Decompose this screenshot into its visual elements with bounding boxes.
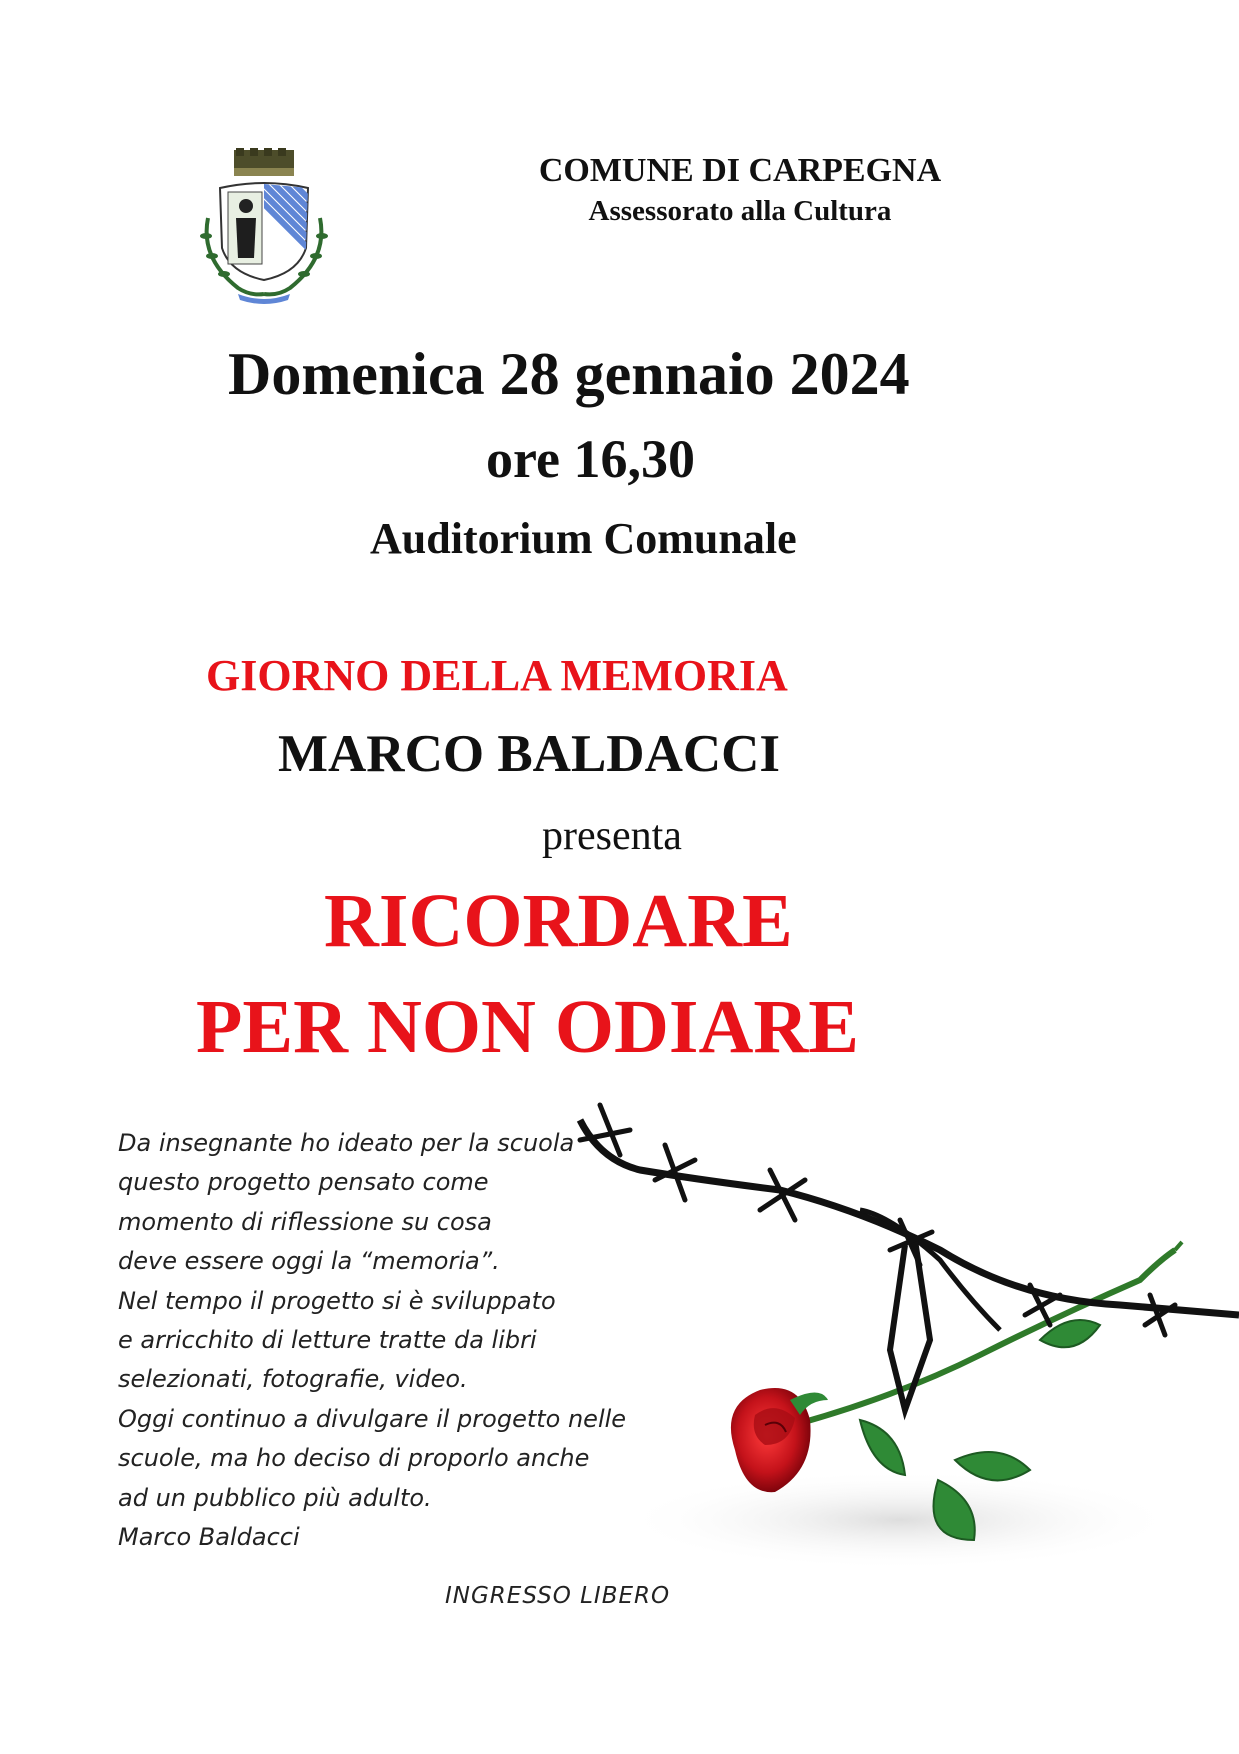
- barbed-wire-rose-icon: [560, 1100, 1239, 1580]
- description-line: momento di riflessione su cosa: [118, 1207, 492, 1236]
- description-line: Da insegnante ho ideato per la scuola: [118, 1129, 575, 1157]
- presenter-name: MARCO BALDACCI: [278, 725, 781, 783]
- presents-label: presenta: [542, 813, 682, 859]
- description-signature: Marco Baldacci: [118, 1523, 300, 1552]
- occasion-title: GIORNO DELLA MEMORIA: [206, 651, 788, 700]
- description-line: selezionati, fotografie, video.: [118, 1365, 468, 1394]
- description-line: Nel tempo il progetto si è sviluppato: [118, 1286, 556, 1315]
- description-line: Oggi continuo a divulgare il progetto nelle: [118, 1404, 627, 1433]
- description-line: questo progetto pensato come: [118, 1168, 489, 1197]
- municipal-crest-icon: [198, 148, 330, 304]
- description-line: e arricchito di letture tratte da libri: [118, 1326, 537, 1355]
- department-name: Assessorato alla Cultura: [588, 195, 892, 227]
- main-title-line-1: RICORDARE: [324, 879, 793, 963]
- municipality-name: COMUNE DI CARPEGNA: [538, 152, 942, 189]
- main-title-line-2: PER NON ODIARE: [196, 985, 859, 1069]
- event-date: Domenica 28 gennaio 2024: [228, 341, 910, 407]
- header-organization: [480, 150, 1000, 230]
- description-line: scuole, ma ho deciso di proporlo anche: [118, 1444, 590, 1473]
- description-line: deve essere oggi la “memoria”.: [118, 1247, 500, 1276]
- event-time: ore 16,30: [486, 429, 695, 489]
- description-line: ad un pubblico più adulto.: [118, 1483, 432, 1512]
- free-entry-notice: INGRESSO LIBERO: [445, 1583, 671, 1609]
- event-venue: Auditorium Comunale: [370, 514, 797, 563]
